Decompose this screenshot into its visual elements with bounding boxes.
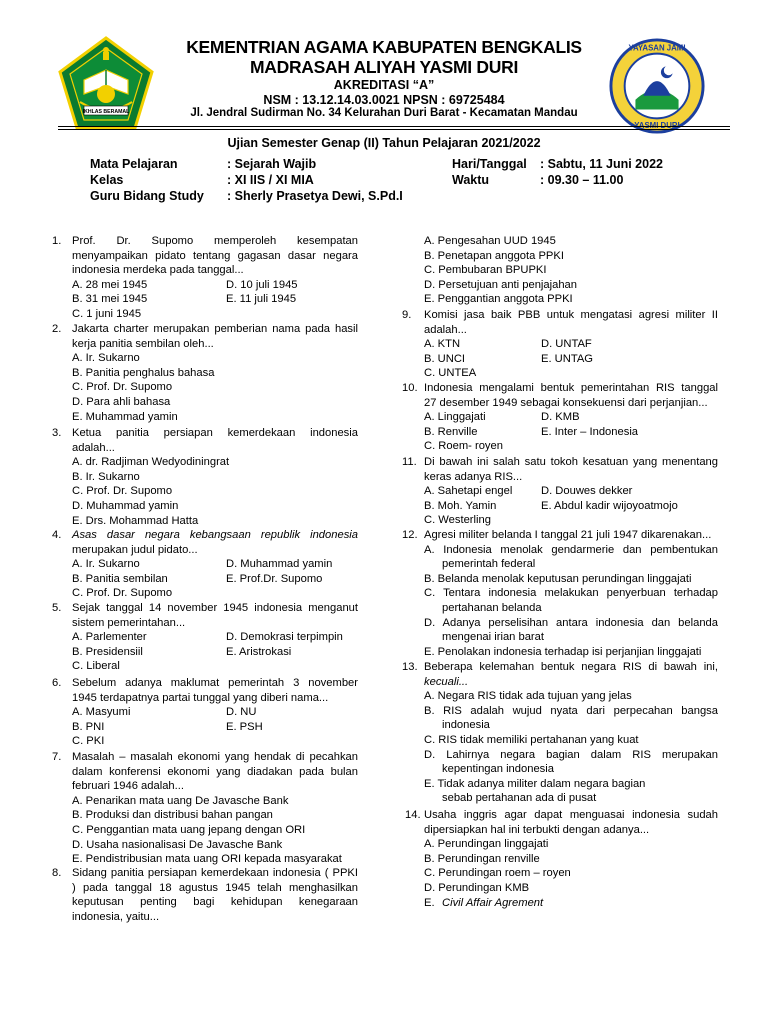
option-d: D. Perundingan KMB bbox=[424, 881, 530, 894]
option-a: A. Pengesahan UUD 1945 bbox=[424, 235, 556, 247]
question-7 bbox=[72, 750, 358, 867]
option-a-continued: pemerintah federal bbox=[442, 558, 536, 571]
school-name: MADRASAH ALIYAH YASMI DURI bbox=[249, 57, 519, 77]
exam-title: Ujian Semester Genap (II) Tahun Pelajaran 2021/2022 bbox=[227, 136, 541, 150]
subject-label: Mata Pelajaran bbox=[90, 157, 178, 171]
question-3 bbox=[72, 426, 358, 528]
option-e: E. Abdul kadir wijoyoatmojo bbox=[541, 499, 678, 512]
question-text: dalam konferensi ekonomi yang diadakan pada bulan bbox=[72, 765, 358, 778]
question-text: Indonesia mengalami bentuk pemerintahan RIS tanggal bbox=[424, 382, 718, 394]
option-c-continued: pertahanan belanda bbox=[442, 601, 542, 614]
option-b: B. Produksi dan distribusi bahan pangan bbox=[72, 809, 273, 822]
option-b: B. Penetapan anggota PPKI bbox=[424, 249, 564, 262]
option-a: A. Ir. Sukarno bbox=[72, 352, 140, 365]
time-value: : 09.30 – 11.00 bbox=[540, 173, 624, 187]
option-c: C. Prof. Dr. Supomo bbox=[72, 381, 173, 394]
teacher-label: Guru Bidang Study bbox=[90, 189, 204, 203]
question-text: merupakan judul pidato... bbox=[72, 543, 198, 556]
question-number: 1. bbox=[52, 235, 62, 247]
option-a: A. Parlementer bbox=[72, 631, 147, 644]
option-a: A. Negara RIS tidak ada tujuan yang jelas bbox=[424, 690, 632, 703]
question-text: Masalah – masalah ekonomi yang hendak di pecahkan bbox=[72, 751, 358, 763]
question-text: keputusan penting bagi kehidupan kenegaraan bbox=[72, 896, 358, 909]
option-c: C. Penggantian mata uang jepang dengan ORI bbox=[72, 823, 306, 836]
option-e: E. Tidak adanya militer dalam negara bagian bbox=[424, 777, 646, 790]
question-number: 7. bbox=[52, 751, 62, 763]
question-number: 8. bbox=[52, 867, 62, 879]
option-b: B. PNI bbox=[72, 720, 105, 733]
day-label: Hari/Tanggal bbox=[452, 157, 527, 171]
question-number: 12. bbox=[402, 529, 418, 541]
question-text: indonesia, yaitu... bbox=[72, 910, 160, 923]
option-e: E. Muhammad yamin bbox=[72, 410, 178, 423]
question-12 bbox=[424, 528, 718, 659]
subject-value: : Sejarah Wajib bbox=[227, 157, 317, 171]
option-e: E. UNTAG bbox=[541, 352, 594, 365]
question-text: Usaha inggris agar dapat menguasai indonesia sudah bbox=[424, 809, 718, 821]
question-text: Sejak tanggal 14 november 1945 indonesia menganut bbox=[72, 602, 358, 614]
option-e: E. Pendistribusian mata uang ORI kepada masyarakat bbox=[72, 853, 342, 866]
question-5 bbox=[72, 601, 358, 674]
option-e: E. Inter – Indonesia bbox=[541, 425, 639, 438]
option-b: B. Moh. Yamin bbox=[424, 499, 497, 512]
logo-right-bottom-text: YASMI DURI bbox=[634, 121, 680, 131]
option-d: D. Douwes dekker bbox=[541, 485, 633, 498]
question-text: menyampaikan pidato tentang gagasan dasar negara bbox=[72, 249, 358, 262]
option-b: B. Presidensiil bbox=[72, 645, 143, 658]
option-d: D. Persetujuan anti penjajahan bbox=[424, 278, 578, 291]
class-value: : XI IIS / XI MIA bbox=[227, 173, 314, 187]
question-8-options bbox=[424, 234, 718, 307]
school-address: Jl. Jendral Sudirman No. 34 Kelurahan Duri Barat - Kecamatan Mandau bbox=[190, 107, 578, 119]
question-number: 6. bbox=[52, 677, 62, 689]
option-b: B. Belanda menolak keputusan perundingan linggajati bbox=[424, 572, 692, 585]
header-divider-top bbox=[58, 126, 730, 127]
option-d: D. NU bbox=[226, 706, 257, 719]
option-e: E. Penggantian anggota PPKI bbox=[424, 293, 573, 306]
option-d-continued: mengenai irian barat bbox=[442, 631, 544, 644]
option-d: D. Lahirnya negara bagian dalam RIS merupakan bbox=[424, 748, 718, 761]
question-13 bbox=[424, 660, 718, 806]
class-label: Kelas bbox=[90, 173, 124, 187]
question-11 bbox=[424, 455, 718, 528]
option-c: C. 1 juni 1945 bbox=[72, 307, 142, 320]
option-d: D. Demokrasi terpimpin bbox=[226, 631, 343, 644]
option-c: C. Perundingan roem – royen bbox=[424, 867, 571, 880]
option-b: B. Panitia penghalus bahasa bbox=[72, 366, 215, 379]
option-b: B. Perundingan renville bbox=[424, 852, 540, 865]
question-6 bbox=[72, 676, 358, 749]
question-text: Sebelum adanya maklumat pemerintah 3 november bbox=[72, 677, 358, 689]
question-text: Agresi militer belanda I tanggal 21 juli 1947 dikarenakan... bbox=[424, 529, 712, 541]
logo-right-top-text: YAYASAN JAMI bbox=[628, 43, 686, 53]
ministry-name: KEMENTRIAN AGAMA KABUPATEN BENGKALIS bbox=[186, 37, 582, 57]
option-c: C. UNTEA bbox=[424, 367, 477, 380]
option-c: C. Prof. Dr. Supomo bbox=[72, 485, 173, 498]
option-e-continued: sebab pertahanan ada di pusat bbox=[442, 792, 597, 805]
option-a: A. 28 mei 1945 bbox=[72, 278, 148, 291]
option-e: E. Prof.Dr. Supomo bbox=[226, 572, 323, 585]
option-d: D. Muhammad yamin bbox=[72, 499, 179, 512]
question-text: ) pada tanggal 18 agustus 1945 telah menghasilkan bbox=[72, 881, 358, 894]
option-a: A. Ir. Sukarno bbox=[72, 558, 140, 571]
option-c: C. Roem- royen bbox=[424, 440, 503, 453]
day-value: : Sabtu, 11 Juni 2022 bbox=[540, 157, 663, 171]
option-e: Civil Affair Agrement bbox=[442, 896, 544, 909]
option-b: B. RIS adalah wujud nyata dari perpecahan bangsa bbox=[424, 704, 718, 717]
option-d: D. Para ahli bahasa bbox=[72, 395, 171, 408]
question-text: kerja panitia sembilan oleh... bbox=[72, 337, 214, 350]
option-a: A. Perundingan linggajati bbox=[424, 838, 549, 851]
option-e-letter: E. bbox=[424, 896, 435, 909]
question-14 bbox=[424, 808, 718, 910]
question-number: 13. bbox=[402, 661, 418, 673]
question-number: 4. bbox=[52, 529, 62, 541]
option-c: C. Prof. Dr. Supomo bbox=[72, 587, 173, 600]
question-4 bbox=[72, 528, 358, 601]
question-text: Asas dasar negara kebangsaan republik indonesia bbox=[72, 529, 358, 541]
question-text: keras adanya RIS... bbox=[424, 470, 523, 483]
question-text: Sidang panitia persiapan kemerdekaan indonesia ( PPKI bbox=[72, 867, 358, 879]
option-e: E. PSH bbox=[226, 720, 263, 733]
question-text: sistem pemerintahan... bbox=[72, 616, 186, 629]
question-1 bbox=[72, 234, 358, 322]
option-a: A. dr. Radjiman Wedyodiningrat bbox=[72, 456, 230, 469]
question-8 bbox=[72, 866, 358, 924]
option-d: D. UNTAF bbox=[541, 338, 592, 351]
option-e: E. Penolakan indonesia terhadap isi perjanjian linggajati bbox=[424, 645, 702, 658]
option-b: B. Renville bbox=[424, 425, 478, 438]
question-text: februari 1946 adalah... bbox=[72, 780, 184, 793]
option-c: C. Pembubaran BPUPKI bbox=[424, 264, 547, 277]
question-text: Komisi jasa baik PBB untuk mengatasi agresi militer II bbox=[424, 309, 718, 321]
option-b: B. Panitia sembilan bbox=[72, 572, 168, 585]
accreditation: AKREDITASI “A” bbox=[333, 78, 435, 92]
time-label: Waktu bbox=[452, 173, 490, 187]
option-b: B. UNCI bbox=[424, 352, 466, 365]
school-ids: NSM : 13.12.14.03.0021 NPSN : 69725484 bbox=[263, 93, 505, 107]
option-c: C. RIS tidak memiliki pertahanan yang kuat bbox=[424, 733, 639, 746]
question-text: Ketua panitia persiapan kemerdekaan indonesia bbox=[72, 427, 358, 439]
question-text: 27 desember 1949 sebagai konsekuensi dari perjanjian... bbox=[424, 396, 708, 409]
question-number: 10. bbox=[402, 382, 418, 394]
option-a: A. Sahetapi engel bbox=[424, 485, 513, 498]
question-text: kecuali... bbox=[424, 675, 469, 688]
option-d-continued: kepentingan indonesia bbox=[442, 763, 554, 776]
option-b: B. Ir. Sukarno bbox=[72, 470, 140, 483]
question-number: 9. bbox=[402, 309, 412, 321]
question-text: Prof. Dr. Supomo memperoleh kesempatan bbox=[72, 235, 358, 247]
option-c: C. PKI bbox=[72, 735, 105, 748]
option-c: C. Westerling bbox=[424, 514, 491, 527]
logo-left-motto: IKHLAS BERAMAL bbox=[82, 109, 130, 115]
question-number: 11. bbox=[402, 456, 417, 468]
teacher-value: : Sherly Prasetya Dewi, S.Pd.I bbox=[227, 189, 403, 203]
option-e: E. 11 juli 1945 bbox=[226, 293, 297, 306]
question-number: 3. bbox=[52, 427, 62, 439]
option-a: A. Penarikan mata uang De Javasche Bank bbox=[72, 794, 289, 807]
option-a: A. Masyumi bbox=[72, 706, 131, 719]
question-text: adalah... bbox=[72, 441, 115, 454]
option-a: A. Indonesia menolak gendarmerie dan pembentukan bbox=[424, 543, 718, 556]
option-e: E. Aristrokasi bbox=[226, 645, 292, 658]
question-2 bbox=[72, 322, 358, 424]
option-c: C. Liberal bbox=[72, 660, 120, 673]
option-d: D. 10 juli 1945 bbox=[226, 278, 298, 291]
option-d: D. Muhammad yamin bbox=[226, 558, 333, 571]
question-10 bbox=[424, 381, 718, 454]
question-text: adalah... bbox=[424, 323, 467, 336]
option-d: D. Usaha nasionalisasi De Javasche Bank bbox=[72, 838, 283, 851]
option-b-continued: indonesia bbox=[442, 719, 490, 732]
option-a: A. KTN bbox=[424, 338, 461, 351]
question-text: Di bawah ini salah satu tokoh kesatuan yang menentang bbox=[424, 456, 718, 468]
option-d: D. KMB bbox=[541, 411, 580, 424]
question-text: 1945 terdapatnya partai tunggal yang diberi nama... bbox=[72, 691, 329, 704]
header-divider-bottom bbox=[58, 129, 730, 130]
question-text: Jakarta charter merupakan pemberian nama pada hasil bbox=[72, 323, 358, 335]
question-number: 5. bbox=[52, 602, 62, 614]
option-a: A. Linggajati bbox=[424, 411, 486, 424]
question-number: 2. bbox=[52, 323, 62, 335]
question-text: Beberapa kelemahan bentuk negara RIS di bawah ini, bbox=[424, 661, 718, 673]
option-e: E. Drs. Mohammad Hatta bbox=[72, 514, 199, 527]
question-text: dipersiapkan hal ini terbukti dengan adanya... bbox=[424, 823, 650, 836]
question-9 bbox=[424, 308, 718, 381]
option-b: B. 31 mei 1945 bbox=[72, 293, 148, 306]
question-number: 14. bbox=[405, 809, 421, 821]
option-c: C. Tentara indonesia melakukan penyerbuan terhadap bbox=[424, 587, 718, 600]
option-d: D. Adanya perselisihan antara indonesia dan belanda bbox=[424, 616, 718, 629]
question-text: indonesia merdeka pada tanggal... bbox=[72, 264, 244, 277]
